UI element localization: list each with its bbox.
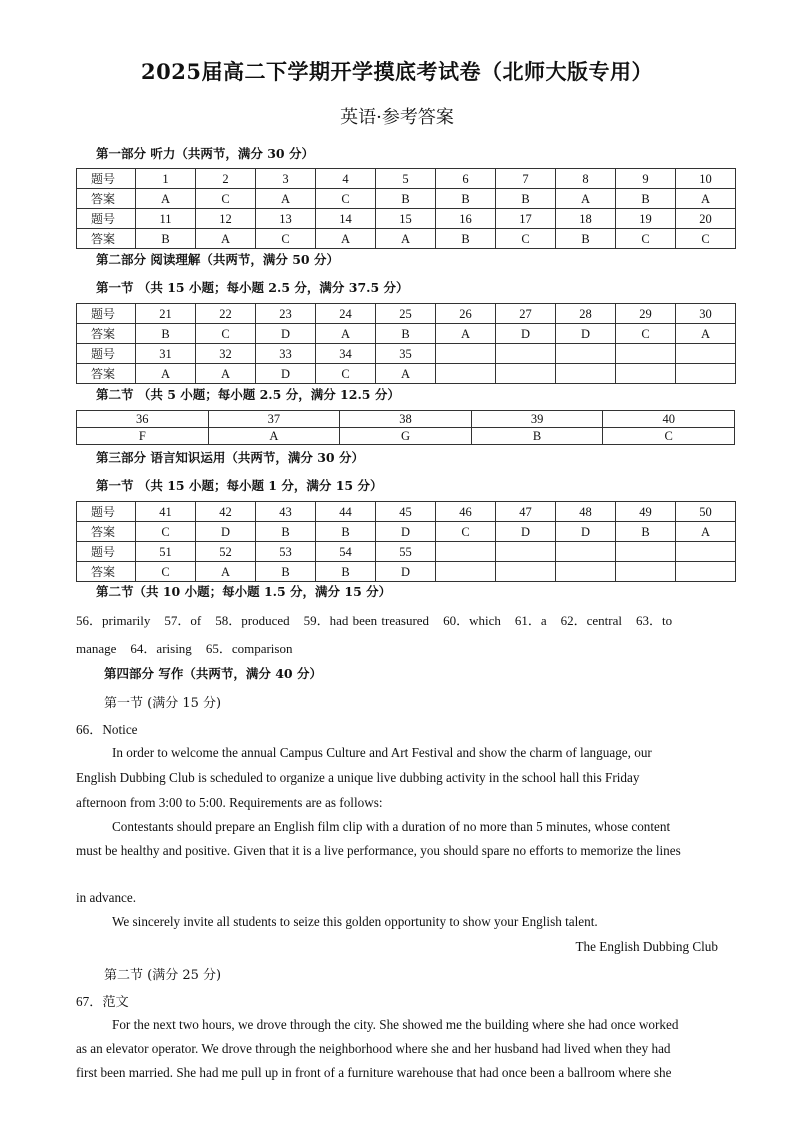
question-number-cell bbox=[496, 542, 556, 562]
question-number-cell: 14 bbox=[316, 209, 376, 229]
table-row bbox=[77, 229, 736, 249]
answer-cell: D bbox=[256, 364, 316, 384]
question-number-cell: 44 bbox=[316, 502, 376, 522]
question-number-cell: 47 bbox=[496, 502, 556, 522]
table-row bbox=[77, 502, 736, 522]
question-number-cell: 6 bbox=[436, 169, 496, 189]
question-number-cell: 26 bbox=[436, 304, 496, 324]
answer-cell: A bbox=[316, 229, 376, 249]
question-number-cell: 1 bbox=[136, 169, 196, 189]
answer-cell: D bbox=[556, 522, 616, 542]
question-number-cell bbox=[436, 344, 496, 364]
answer-cell: B bbox=[256, 562, 316, 582]
answer-cell: D bbox=[496, 522, 556, 542]
fill-answer: 56．primarily bbox=[76, 613, 151, 628]
answer-cell: A bbox=[676, 189, 736, 209]
table-row bbox=[77, 169, 736, 189]
answer-cell: D bbox=[496, 324, 556, 344]
table-row bbox=[77, 209, 736, 229]
notice-line: in advance. bbox=[76, 890, 137, 905]
question-number-cell: 23 bbox=[256, 304, 316, 324]
answer-cell: A bbox=[196, 562, 256, 582]
answer-cell: C bbox=[256, 229, 316, 249]
question-number-cell: 12 bbox=[196, 209, 256, 229]
answer-cell: A bbox=[316, 324, 376, 344]
fill-answer: 60．which bbox=[443, 613, 501, 628]
question-number-label: 题号 bbox=[77, 209, 136, 229]
answer-cell bbox=[556, 562, 616, 582]
table-row bbox=[77, 428, 735, 445]
answer-cell: A bbox=[436, 324, 496, 344]
question-number-cell: 29 bbox=[616, 304, 676, 324]
question-number-cell bbox=[436, 542, 496, 562]
part4-section1-heading: 第一节 (满分 15 分) bbox=[104, 696, 222, 711]
answer-cell bbox=[616, 562, 676, 582]
answer-label: 答案 bbox=[77, 189, 136, 209]
question-number-cell: 34 bbox=[316, 344, 376, 364]
question-number-cell: 7 bbox=[496, 169, 556, 189]
fill-answer: 59．had been treasured bbox=[303, 613, 430, 628]
question-number-cell: 22 bbox=[196, 304, 256, 324]
question-number-cell bbox=[676, 344, 736, 364]
question-number-cell: 24 bbox=[316, 304, 376, 324]
question-number-cell: 43 bbox=[256, 502, 316, 522]
answer-cell: B bbox=[616, 522, 676, 542]
answer-cell: C bbox=[496, 229, 556, 249]
answer-cell: C bbox=[316, 189, 376, 209]
part3-heading: 第三部分 语言知识运用（共两节，满分 30 分） bbox=[96, 450, 364, 465]
exam-title: 2025届高二下学期开学摸底考试卷（北师大版专用） bbox=[141, 59, 653, 84]
question-number-cell bbox=[616, 344, 676, 364]
question-number-cell: 52 bbox=[196, 542, 256, 562]
question-number-cell bbox=[496, 344, 556, 364]
table-row bbox=[77, 324, 736, 344]
essay-line: first been married. She had me pull up in front of a furniture warehouse that had once been a ballroom where she bbox=[76, 1065, 672, 1080]
part2-section1-heading: 第一节 （共 15 小题；每小题 2.5 分，满分 37.5 分） bbox=[96, 280, 409, 295]
question-number-cell: 50 bbox=[676, 502, 736, 522]
table-row bbox=[77, 542, 736, 562]
question-number-cell: 5 bbox=[376, 169, 436, 189]
question-number-cell bbox=[676, 542, 736, 562]
answer-cell: D bbox=[256, 324, 316, 344]
answer-cell: B bbox=[136, 229, 196, 249]
question-number-label: 题号 bbox=[77, 169, 136, 189]
answer-cell: D bbox=[376, 522, 436, 542]
question-number-cell: 41 bbox=[136, 502, 196, 522]
table-row bbox=[77, 189, 736, 209]
part2-section2-answer-table bbox=[76, 410, 735, 445]
answer-cell: A bbox=[208, 428, 340, 445]
notice-line: We sincerely invite all students to seize this golden opportunity to show your English talent. bbox=[112, 914, 598, 929]
answer-cell: F bbox=[77, 428, 209, 445]
fill-answer: 62．central bbox=[560, 613, 622, 628]
table-row bbox=[77, 364, 736, 384]
part4-heading: 第四部分 写作（共两节，满分 40 分） bbox=[104, 666, 322, 681]
question-number-cell: 16 bbox=[436, 209, 496, 229]
question-number-cell: 3 bbox=[256, 169, 316, 189]
answer-cell: C bbox=[616, 324, 676, 344]
table-row bbox=[77, 411, 735, 428]
question-number-cell: 33 bbox=[256, 344, 316, 364]
answer-cell: B bbox=[316, 522, 376, 542]
question-number-cell: 31 bbox=[136, 344, 196, 364]
exam-subtitle: 英语·参考答案 bbox=[340, 107, 454, 128]
question-number-cell bbox=[616, 542, 676, 562]
question-number-cell: 20 bbox=[676, 209, 736, 229]
question-number-cell: 49 bbox=[616, 502, 676, 522]
answer-cell: A bbox=[136, 189, 196, 209]
part1-answer-table bbox=[76, 168, 736, 249]
question-number-label: 题号 bbox=[77, 502, 136, 522]
fill-answers-line-1 bbox=[76, 610, 686, 629]
question-number-cell: 55 bbox=[376, 542, 436, 562]
question-number-cell: 37 bbox=[208, 411, 340, 428]
notice-signature: The English Dubbing Club bbox=[575, 939, 718, 954]
essay-line: For the next two hours, we drove through the city. She showed me the building where she had once worked bbox=[112, 1017, 679, 1032]
answer-cell: G bbox=[340, 428, 472, 445]
answer-cell: B bbox=[471, 428, 603, 445]
answer-cell bbox=[436, 364, 496, 384]
part2-section1-answer-table bbox=[76, 303, 736, 384]
part2-heading: 第二部分 阅读理解（共两节，满分 50 分） bbox=[96, 252, 339, 267]
answer-cell: C bbox=[196, 324, 256, 344]
notice-line: In order to welcome the annual Campus Culture and Art Festival and show the charm of language, our bbox=[112, 745, 652, 760]
answer-cell bbox=[676, 364, 736, 384]
answer-cell: A bbox=[196, 364, 256, 384]
question-number-cell: 32 bbox=[196, 344, 256, 364]
question-number-cell: 18 bbox=[556, 209, 616, 229]
question-number-cell: 53 bbox=[256, 542, 316, 562]
answer-cell: D bbox=[376, 562, 436, 582]
question-number-cell: 17 bbox=[496, 209, 556, 229]
answer-cell: B bbox=[376, 189, 436, 209]
question-number-cell: 45 bbox=[376, 502, 436, 522]
answer-cell: A bbox=[376, 229, 436, 249]
notice-line: afternoon from 3:00 to 5:00. Requirements are as follows: bbox=[76, 795, 383, 810]
question-number-cell: 11 bbox=[136, 209, 196, 229]
question-number-cell: 4 bbox=[316, 169, 376, 189]
question-number-cell: 48 bbox=[556, 502, 616, 522]
question-number-cell: 2 bbox=[196, 169, 256, 189]
question-number-cell: 42 bbox=[196, 502, 256, 522]
answer-cell bbox=[676, 562, 736, 582]
answer-cell: A bbox=[136, 364, 196, 384]
part3-section2-heading: 第二节（共 10 小题；每小题 1.5 分，满分 15 分） bbox=[96, 584, 392, 599]
fill-answers-line-2 bbox=[76, 638, 306, 657]
question-number-cell: 15 bbox=[376, 209, 436, 229]
answer-cell: A bbox=[676, 522, 736, 542]
question-number-cell: 40 bbox=[603, 411, 735, 428]
answer-cell: D bbox=[196, 522, 256, 542]
answer-label: 答案 bbox=[77, 229, 136, 249]
fill-answer: manage bbox=[76, 641, 117, 656]
fill-answer: 65．comparison bbox=[205, 641, 293, 656]
part2-section2-heading: 第二节 （共 5 小题；每小题 2.5 分，满分 12.5 分） bbox=[96, 387, 400, 402]
question-number-label: 题号 bbox=[77, 542, 136, 562]
fill-answer: 64．arising bbox=[130, 641, 192, 656]
question-number-cell: 21 bbox=[136, 304, 196, 324]
answer-cell: B bbox=[376, 324, 436, 344]
table-row bbox=[77, 304, 736, 324]
answer-cell: C bbox=[616, 229, 676, 249]
answer-cell: A bbox=[256, 189, 316, 209]
answer-cell: D bbox=[556, 324, 616, 344]
part3-section1-heading: 第一节 （共 15 小题；每小题 1 分，满分 15 分） bbox=[96, 478, 383, 493]
table-row bbox=[77, 344, 736, 364]
part4-section2-heading: 第二节 (满分 25 分) bbox=[104, 968, 222, 983]
answer-cell bbox=[496, 364, 556, 384]
answer-cell: A bbox=[556, 189, 616, 209]
answer-cell: B bbox=[436, 229, 496, 249]
answer-cell: B bbox=[436, 189, 496, 209]
answer-cell: B bbox=[556, 229, 616, 249]
question-number-cell: 46 bbox=[436, 502, 496, 522]
notice-line: must be healthy and positive. Given that it is a live performance, you should spare no efforts to memorize the lines bbox=[76, 843, 681, 858]
answer-cell: C bbox=[676, 229, 736, 249]
answer-cell: C bbox=[196, 189, 256, 209]
answer-cell: A bbox=[196, 229, 256, 249]
answer-cell: A bbox=[676, 324, 736, 344]
question-number-cell: 10 bbox=[676, 169, 736, 189]
answer-label: 答案 bbox=[77, 324, 136, 344]
answer-cell: B bbox=[616, 189, 676, 209]
fill-answer: 58．produced bbox=[215, 613, 290, 628]
essay-line: as an elevator operator. We drove through the neighborhood where she and her husband had lived when they had bbox=[76, 1041, 671, 1056]
answer-cell bbox=[556, 364, 616, 384]
question-number-cell: 13 bbox=[256, 209, 316, 229]
answer-cell bbox=[616, 364, 676, 384]
question-number-cell: 19 bbox=[616, 209, 676, 229]
question-number-cell: 27 bbox=[496, 304, 556, 324]
fill-answer: 57．of bbox=[164, 613, 202, 628]
answer-label: 答案 bbox=[77, 522, 136, 542]
answer-cell: C bbox=[316, 364, 376, 384]
question-number-label: 题号 bbox=[77, 304, 136, 324]
answer-cell: C bbox=[136, 522, 196, 542]
answer-label: 答案 bbox=[77, 364, 136, 384]
question-number-cell: 36 bbox=[77, 411, 209, 428]
answer-cell: B bbox=[256, 522, 316, 542]
question-number-cell: 9 bbox=[616, 169, 676, 189]
answer-cell bbox=[496, 562, 556, 582]
question-number-cell: 39 bbox=[471, 411, 603, 428]
question-number-cell: 28 bbox=[556, 304, 616, 324]
answer-cell: C bbox=[603, 428, 735, 445]
question-number-cell: 38 bbox=[340, 411, 472, 428]
answer-cell: C bbox=[136, 562, 196, 582]
question-number-cell: 25 bbox=[376, 304, 436, 324]
question-number-cell: 8 bbox=[556, 169, 616, 189]
part3-section1-answer-table bbox=[76, 501, 736, 582]
answer-cell bbox=[436, 562, 496, 582]
question-number-cell: 51 bbox=[136, 542, 196, 562]
answer-cell: B bbox=[136, 324, 196, 344]
answer-label: 答案 bbox=[77, 562, 136, 582]
table-row bbox=[77, 522, 736, 542]
notice-line: Contestants should prepare an English film clip with a duration of no more than 5 minutes, whose content bbox=[112, 819, 671, 834]
answer-cell: A bbox=[376, 364, 436, 384]
notice-line: English Dubbing Club is scheduled to organize a unique live dubbing activity in the school hall this Friday bbox=[76, 770, 640, 785]
fill-answer: 61．a bbox=[514, 613, 547, 628]
q67-label: 67．范文 bbox=[76, 994, 129, 1009]
answer-cell: B bbox=[316, 562, 376, 582]
question-number-cell: 30 bbox=[676, 304, 736, 324]
question-number-cell bbox=[556, 344, 616, 364]
fill-answer: 63．to bbox=[636, 613, 673, 628]
answer-cell: B bbox=[496, 189, 556, 209]
question-number-label: 题号 bbox=[77, 344, 136, 364]
answer-cell: C bbox=[436, 522, 496, 542]
question-number-cell: 35 bbox=[376, 344, 436, 364]
question-number-cell bbox=[556, 542, 616, 562]
table-row bbox=[77, 562, 736, 582]
part1-heading: 第一部分 听力（共两节，满分 30 分） bbox=[96, 146, 314, 161]
q66-label: 66．Notice bbox=[76, 722, 138, 737]
question-number-cell: 54 bbox=[316, 542, 376, 562]
